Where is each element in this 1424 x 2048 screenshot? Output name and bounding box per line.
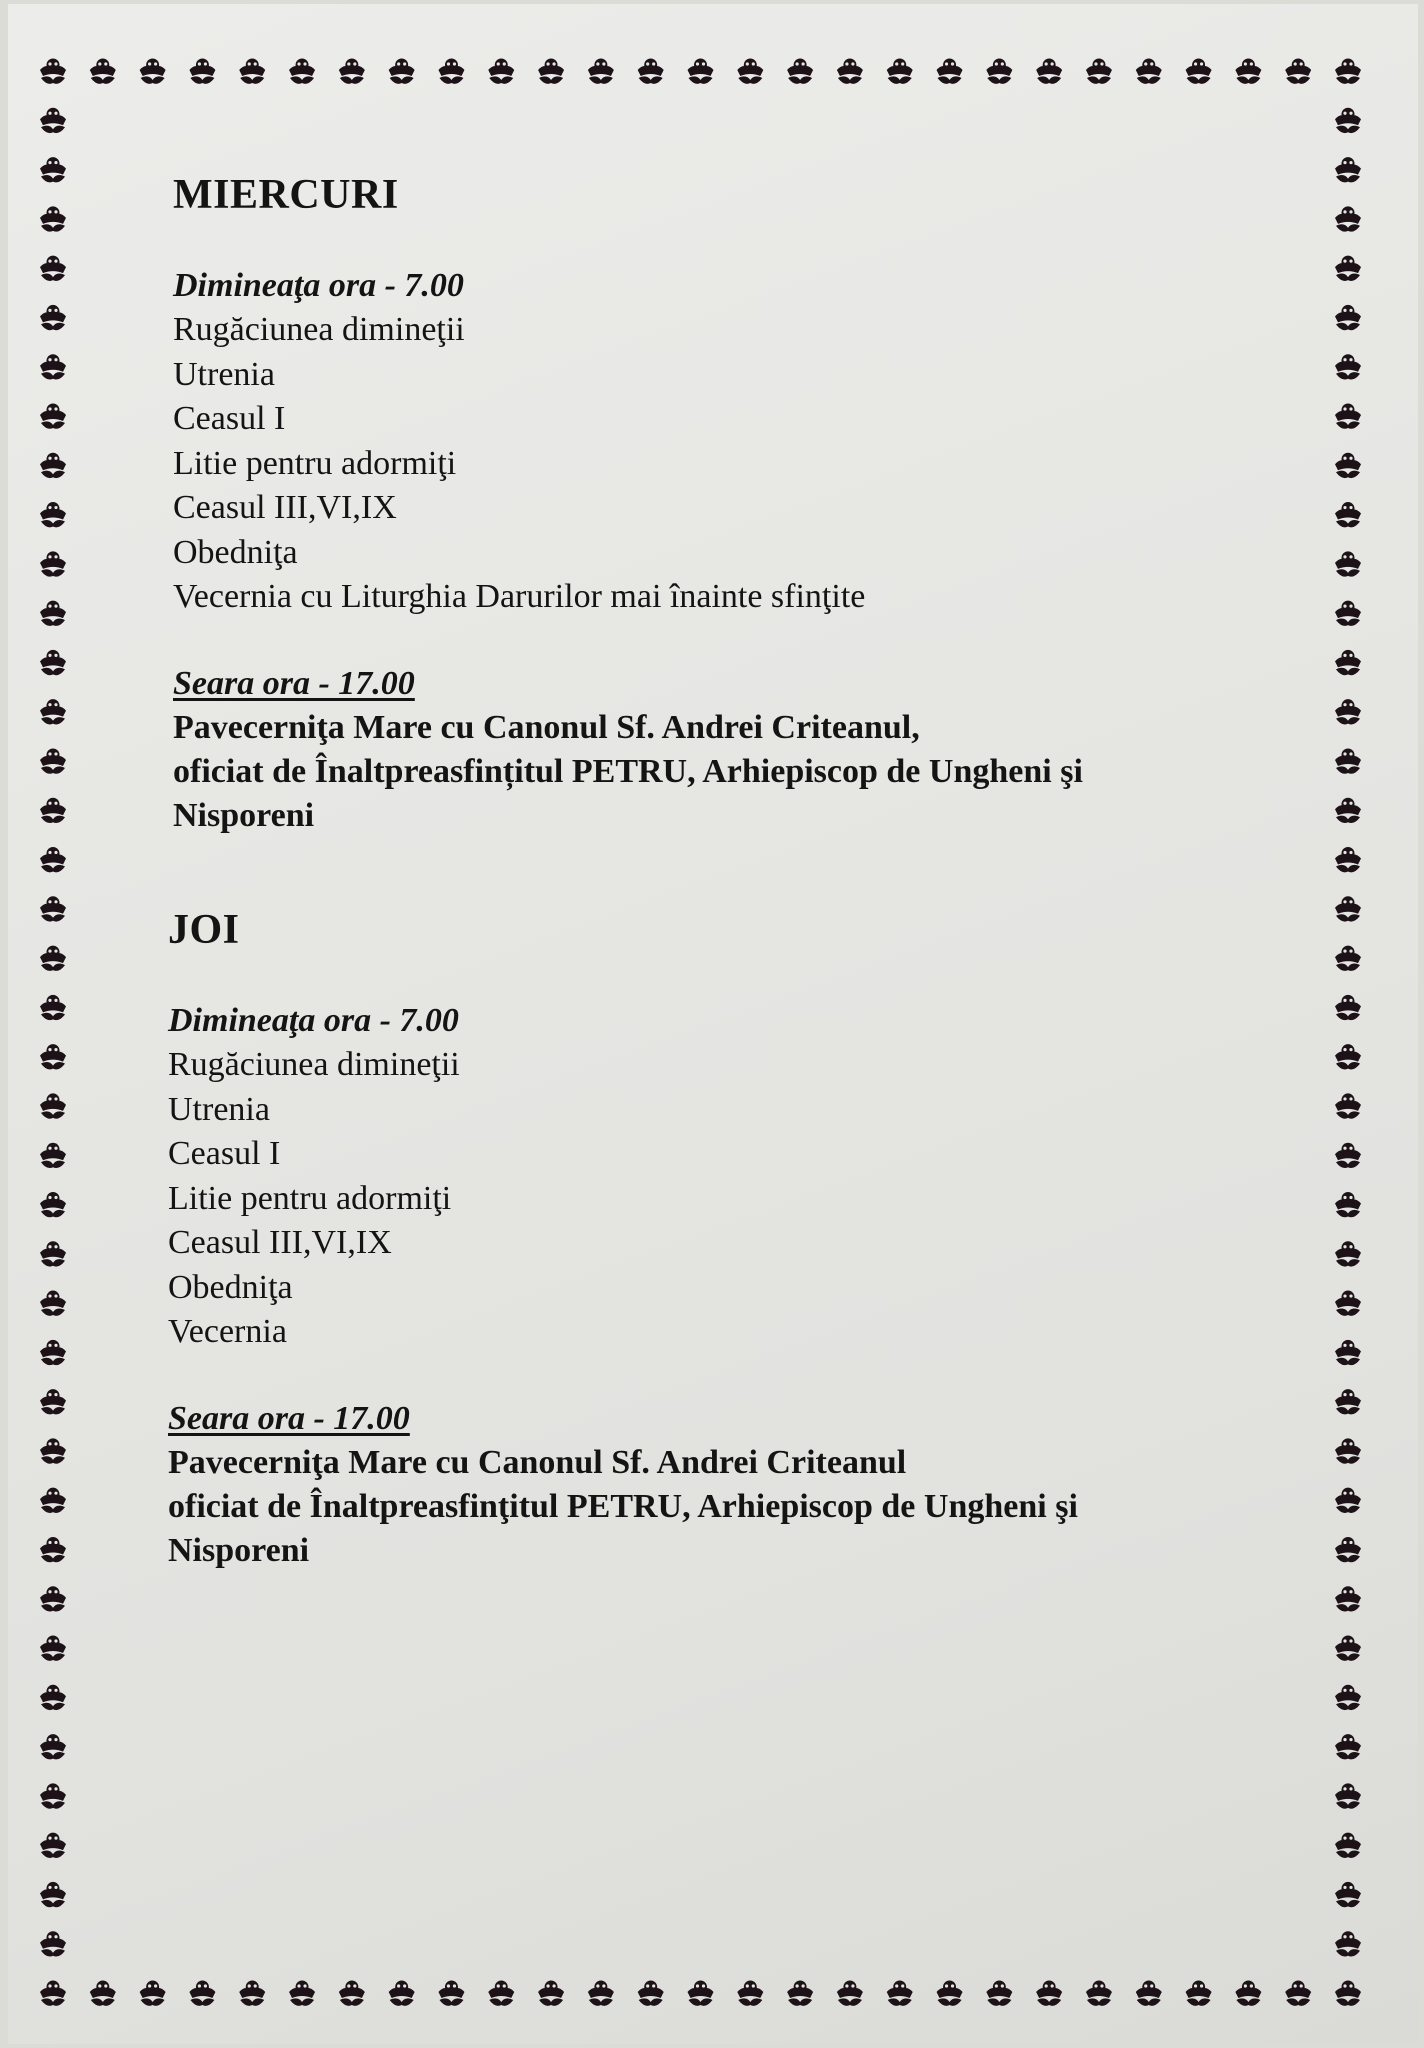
floral-ornament-icon [1335,798,1361,823]
floral-ornament-icon [1335,1636,1361,1661]
evening-line: Nisporeni [173,796,315,834]
service-item: Litie pentru adormiţi [168,1179,452,1217]
floral-ornament-icon [1186,59,1212,84]
floral-ornament-icon [1335,1192,1361,1217]
floral-ornament-icon [40,305,66,330]
floral-ornament-icon [90,59,116,84]
floral-ornament-icon [239,1981,265,2006]
floral-ornament-icon [40,1636,66,1661]
floral-ornament-icon [140,59,166,84]
floral-ornament-icon [937,59,963,84]
floral-ornament-icon [1036,1981,1062,2006]
floral-ornament-icon [1335,59,1361,84]
floral-ornament-icon [40,896,66,921]
floral-ornament-icon [787,1981,813,2006]
floral-ornament-icon [189,59,215,84]
floral-ornament-icon [538,59,564,84]
floral-ornament-icon [40,1981,66,2006]
floral-ornament-icon [1335,1537,1361,1562]
floral-ornament-icon [1235,59,1261,84]
floral-ornament-icon [588,1981,614,2006]
floral-ornament-icon [688,1981,714,2006]
morning-service-list [173,308,1253,620]
floral-ornament-icon [688,59,714,84]
section-miercuri [173,174,1253,838]
floral-ornament-icon [389,1981,415,2006]
floral-ornament-icon [438,1981,464,2006]
floral-ornament-icon [289,1981,315,2006]
floral-ornament-icon [737,1981,763,2006]
floral-ornament-icon [40,157,66,182]
service-item: Utrenia [168,1090,270,1128]
floral-ornament-icon [40,59,66,84]
floral-ornament-icon [1335,1833,1361,1858]
evening-service [168,1441,1228,1573]
floral-ornament-icon [189,1981,215,2006]
floral-ornament-icon [1335,256,1361,281]
floral-ornament-icon [1335,1685,1361,1710]
floral-ornament-icon [638,59,664,84]
floral-ornament-icon [1335,1340,1361,1365]
floral-ornament-icon [40,847,66,872]
floral-ornament-icon [1335,748,1361,773]
floral-ornament-icon [1335,502,1361,527]
floral-ornament-icon [986,59,1012,84]
section-joi [168,909,1258,1573]
floral-ornament-icon [1335,1931,1361,1956]
floral-ornament-icon [389,59,415,84]
floral-ornament-icon [1335,1586,1361,1611]
floral-ornament-icon [986,1981,1012,2006]
floral-ornament-icon [40,1734,66,1759]
floral-ornament-icon [40,1093,66,1118]
floral-ornament-icon [40,1586,66,1611]
floral-ornament-icon [40,354,66,379]
morning-time: Dimineaţa ora - 7.00 [168,1002,459,1039]
floral-ornament-icon [40,1833,66,1858]
floral-ornament-icon [1335,305,1361,330]
floral-ornament-icon [538,1981,564,2006]
floral-ornament-icon [837,59,863,84]
morning-time: Dimineaţa ora - 7.00 [173,267,464,304]
floral-ornament-icon [1086,1981,1112,2006]
floral-ornament-icon [1136,59,1162,84]
evening-line: Pavecerniţa Mare cu Canonul Sf. Andrei Criteanul, [173,708,920,746]
floral-ornament-icon [1335,108,1361,133]
evening-time: Seara ora - 17.00 [168,1399,410,1437]
floral-ornament-icon [40,946,66,971]
floral-ornament-icon [488,1981,514,2006]
floral-ornament-icon [737,59,763,84]
floral-ornament-icon [1186,1981,1212,2006]
floral-ornament-icon [40,995,66,1020]
floral-ornament-icon [1285,59,1311,84]
floral-ornament-icon [638,1981,664,2006]
floral-ornament-icon [1335,1241,1361,1266]
floral-ornament-icon [1285,1981,1311,2006]
service-item: Ceasul I [173,400,286,437]
floral-ornament-icon [40,256,66,281]
floral-ornament-icon [1136,1981,1162,2006]
floral-ornament-icon [40,1783,66,1808]
floral-ornament-icon [40,601,66,626]
floral-ornament-icon [40,206,66,231]
floral-ornament-icon [289,59,315,84]
floral-ornament-icon [1335,601,1361,626]
service-item: Ceasul III,VI,IX [173,489,397,526]
floral-ornament-icon [339,1981,365,2006]
floral-ornament-icon [1335,1488,1361,1513]
floral-ornament-icon [40,551,66,576]
floral-ornament-icon [40,1143,66,1168]
floral-ornament-icon [40,1488,66,1513]
floral-ornament-icon [787,59,813,84]
floral-ornament-icon [40,798,66,823]
floral-ornament-icon [40,453,66,478]
floral-ornament-icon [1335,946,1361,971]
service-item: Obedniţa [168,1268,293,1306]
floral-ornament-icon [1335,1044,1361,1069]
floral-ornament-icon [1335,1438,1361,1463]
floral-ornament-icon [1036,59,1062,84]
floral-ornament-icon [40,1340,66,1365]
floral-ornament-icon [588,59,614,84]
floral-ornament-icon [1335,650,1361,675]
day-heading: MIERCURI [173,172,399,218]
floral-ornament-icon [40,1044,66,1069]
floral-ornament-icon [40,1438,66,1463]
floral-ornament-icon [1335,206,1361,231]
floral-ornament-icon [1335,995,1361,1020]
morning-service-list [168,1043,1258,1355]
floral-ornament-icon [488,59,514,84]
floral-ornament-icon [40,1389,66,1414]
floral-ornament-icon [438,59,464,84]
floral-ornament-icon [887,59,913,84]
service-item: Rugăciunea dimineţii [173,311,465,348]
service-item: Litie pentru adormiţi [173,444,457,482]
service-item: Ceasul I [168,1135,281,1172]
floral-ornament-icon [1335,1143,1361,1168]
floral-ornament-icon [1335,1882,1361,1907]
floral-ornament-icon [90,1981,116,2006]
floral-ornament-icon [40,1241,66,1266]
floral-ornament-icon [1335,699,1361,724]
floral-ornament-icon [1335,1389,1361,1414]
floral-ornament-icon [40,1291,66,1316]
service-item: Ceasul III,VI,IX [168,1224,392,1261]
floral-ornament-icon [40,502,66,527]
evening-line: Nisporeni [168,1531,310,1569]
evening-line: Pavecerniţa Mare cu Canonul Sf. Andrei Criteanul [168,1443,907,1481]
floral-ornament-icon [1235,1981,1261,2006]
floral-ornament-icon [937,1981,963,2006]
floral-ornament-icon [40,748,66,773]
floral-ornament-icon [887,1981,913,2006]
evening-time: Seara ora - 17.00 [173,664,415,702]
floral-ornament-icon [140,1981,166,2006]
floral-ornament-icon [1335,896,1361,921]
floral-ornament-icon [1335,1734,1361,1759]
floral-ornament-icon [1335,453,1361,478]
floral-ornament-icon [40,1882,66,1907]
evening-line: oficiat de Înaltpreasfinţitul PETRU, Arhiepiscop de Ungheni şi [168,1487,1078,1525]
floral-ornament-icon [1335,157,1361,182]
floral-ornament-icon [339,59,365,84]
service-item: Vecernia [168,1313,287,1350]
floral-ornament-icon [1335,551,1361,576]
service-item: Utrenia [173,355,275,393]
floral-ornament-icon [40,403,66,428]
floral-ornament-icon [40,108,66,133]
evening-line: oficiat de Înaltpreasfințitul PETRU, Arhiepiscop de Ungheni şi [173,752,1083,790]
day-heading: JOI [168,907,240,953]
floral-ornament-icon [239,59,265,84]
floral-ornament-icon [40,1192,66,1217]
floral-ornament-icon [837,1981,863,2006]
floral-ornament-icon [1335,1783,1361,1808]
floral-ornament-icon [1086,59,1112,84]
evening-service [173,706,1233,838]
floral-ornament-icon [1335,1291,1361,1316]
floral-ornament-icon [1335,847,1361,872]
service-item: Obedniţa [173,533,298,571]
paper-sheet [8,4,1418,2044]
floral-ornament-icon [40,1685,66,1710]
floral-ornament-icon [1335,354,1361,379]
floral-ornament-icon [40,699,66,724]
floral-ornament-icon [1335,1981,1361,2006]
service-item: Vecernia cu Liturghia Darurilor mai înainte sfinţite [173,578,866,615]
floral-ornament-icon [40,650,66,675]
service-item: Rugăciunea dimineţii [168,1046,460,1083]
floral-ornament-icon [1335,1093,1361,1118]
floral-ornament-icon [40,1931,66,1956]
floral-ornament-icon [40,1537,66,1562]
floral-ornament-icon [1335,403,1361,428]
